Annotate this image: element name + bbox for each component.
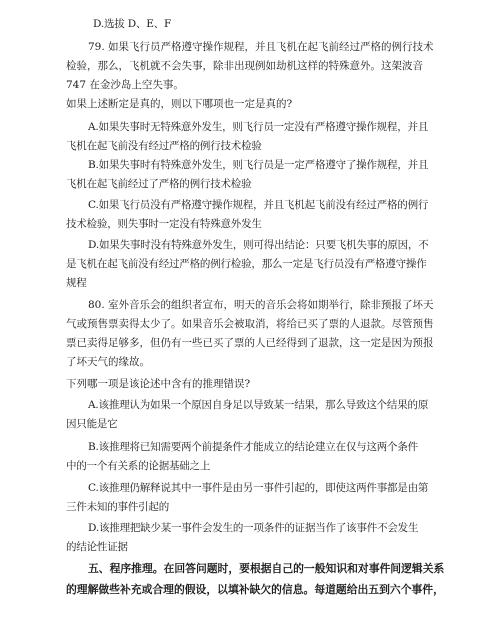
q80-option-c-line-1: C.该推理仍解释说其中一事件是由另一事件引起的，即使这两件事都是由第 [88, 482, 429, 494]
q79-option-d-line-3: 规程 [66, 277, 87, 289]
q79-stem-line-2: 检验，那么，飞机就不会失事，除非出现例如劫机这样的特殊意外。这架波音 [66, 60, 423, 72]
q79-stem-line-1: 79. 如果飞行员严格遵守操作规程，并且飞机在起飞前经过严格的例行技术 [88, 41, 434, 53]
q80-stem-line-2: 气或预售票卖得太少了。如果音乐会被取消，将给已买了票的人退款。尽管预售 [66, 318, 434, 330]
q80-stem-line-4: 了坏天气的缘故。 [66, 356, 150, 368]
q79-option-d-line-2: 是飞机在起飞前没有经过严格的例行检验，那么一定是飞行员没有严格遵守操作 [66, 258, 427, 270]
q80-option-a-line-1: A.该推理认为如果一个原因自身足以导致某一结果，那么导致这个结果的原 [88, 399, 429, 411]
q80-option-b-line-1: B.该推理将已知需要两个前提条件才能成立的结论建立在仅与这两个条件 [88, 441, 418, 453]
q80-option-c-line-2: 三件未知的事件引起的 [66, 501, 169, 513]
q79-option-a-line-1: A.如果失事时无特殊意外发生，则飞行员一定没有严格遵守操作规程，并且 [88, 121, 429, 133]
q79-option-b-line-1: B.如果失事时有特殊意外发生，则飞行员是一定严格遵守了操作规程，并且 [88, 159, 429, 171]
q79-option-c-line-2: 技术检验，则失事时一定没有特殊意外发生 [66, 218, 262, 230]
q78-option-d: D.选拔 D、E、F [93, 18, 172, 30]
section-heading-line-1: 五、程序推理。在回答问题时，要根据自己的一般知识和对事件间逻辑关系 [88, 562, 445, 575]
q80-option-d-line-2: 的结论性证据 [66, 541, 128, 553]
q80-option-a-line-2: 因只能是它 [66, 418, 118, 430]
section-heading-line-2: 的理解做些补充或合理的假设，以填补缺欠的信息。每道题给出五到六个事件， [66, 583, 444, 596]
q79-question: 如果上述断定是真的，则以下哪项也一定是真的? [66, 98, 293, 110]
q80-option-b-line-2: 中的一个有关系的论据基础之上 [66, 460, 211, 472]
q79-option-b-line-2: 飞机在起飞前经过了严格的例行技术检验 [66, 178, 252, 190]
q80-stem-line-3: 票已卖得足够多，但仍有一些已买了票的人已经得到了退款，这一定是因为预报 [66, 337, 434, 349]
q80-question: 下列哪一项是该论述中含有的推理错误? [66, 378, 251, 390]
q79-stem-line-3: 747 在金沙岛上空失事。 [66, 79, 184, 91]
q79-option-c-line-1: C.如果飞行员没有严格遵守操作规程，并且飞机起飞前没有经过严格的例行 [88, 199, 429, 211]
q79-option-a-line-2: 飞机在起飞前没有经过严格的例行技术检验 [66, 140, 262, 152]
q79-option-d-line-1: D.如果失事时没有特殊意外发生，则可得出结论：只要飞机失事的原因，不 [88, 239, 429, 251]
q80-stem-line-1: 80. 室外音乐会的组织者宣布，明天的音乐会将如期举行，除非预报了坏天 [88, 299, 434, 311]
q80-option-d-line-1: D.该推理把缺少某一事件会发生的一项条件的证据当作了该事件不会发生 [88, 522, 419, 534]
